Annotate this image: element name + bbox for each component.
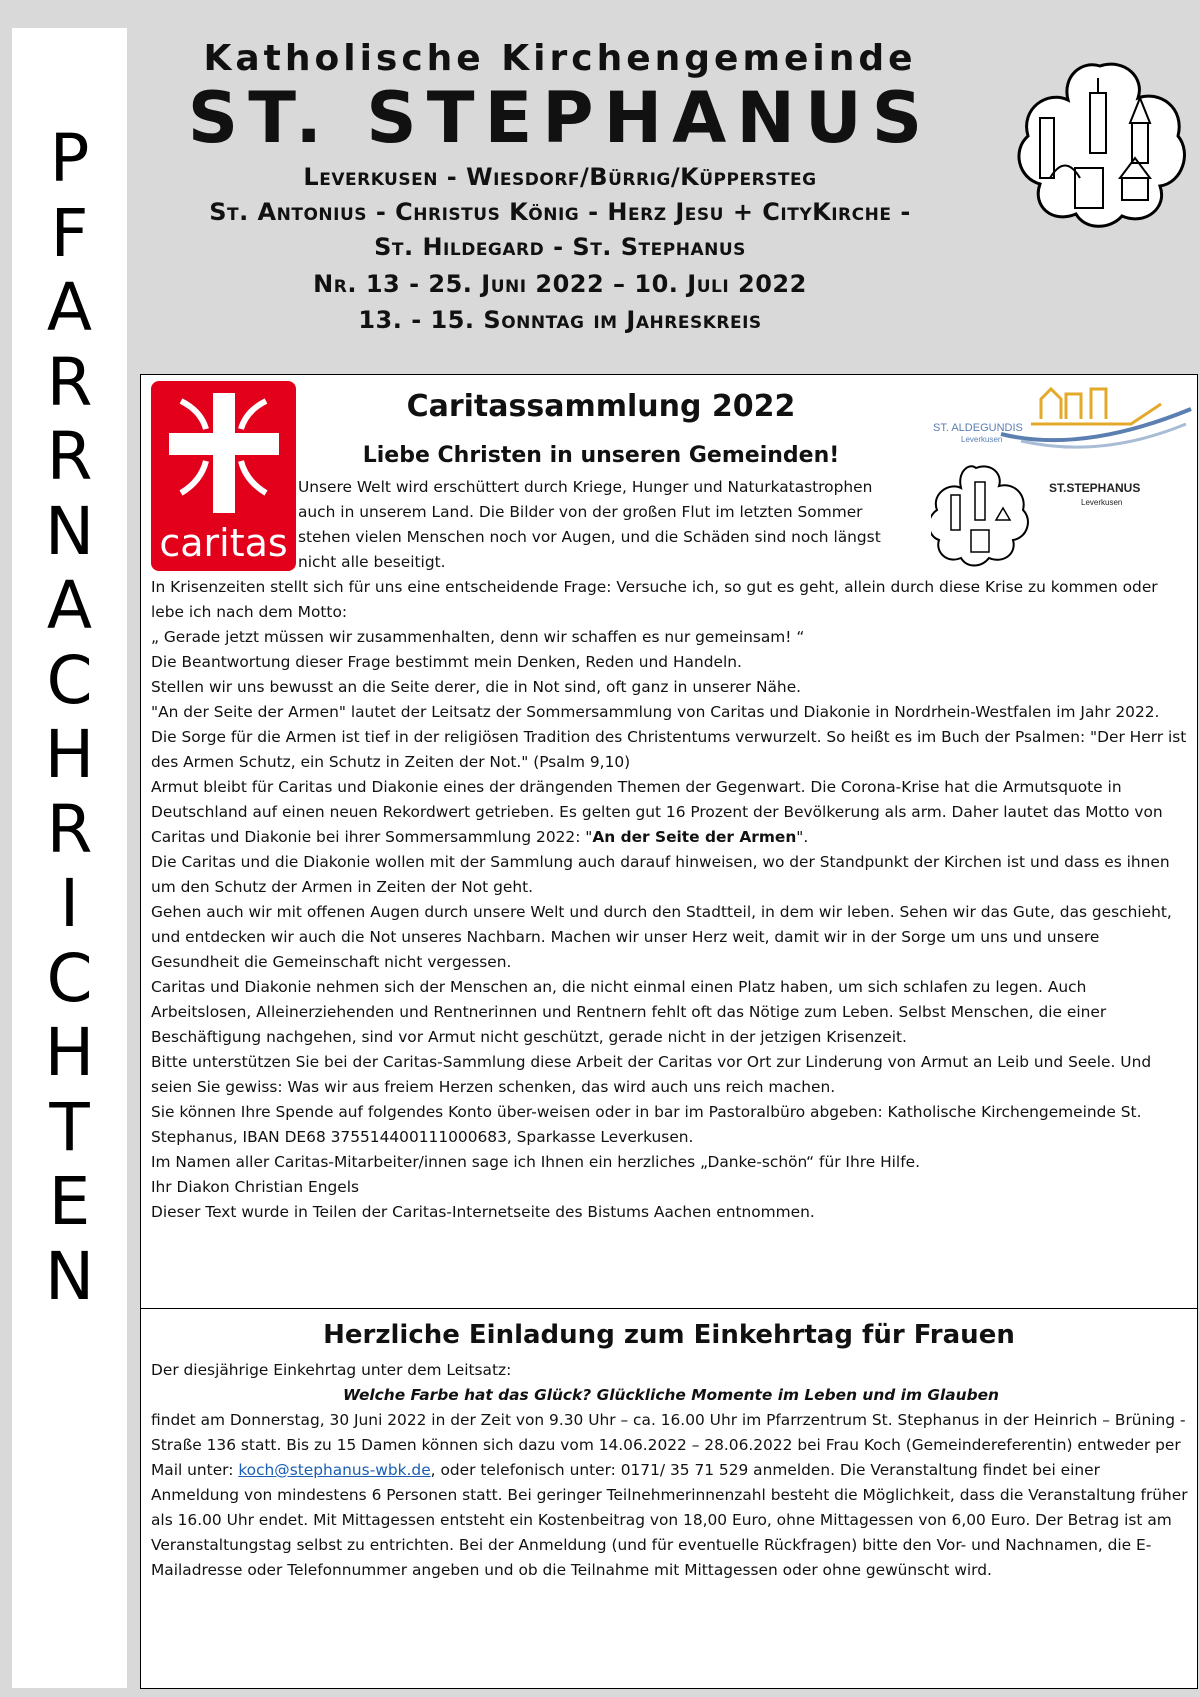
article-intro: Unsere Welt wird erschüttert durch Kriege, Hunger und Naturkatastrophen auch in unserem Land. Die Bilder von der großen Flut im letzten Sommer stehen vielen Menschen noch vor Augen, und die Schäden sind noch längst nicht alle beseitigt.: [298, 478, 881, 571]
sidebar-letter: C: [46, 939, 93, 1017]
text-run: ".: [796, 828, 809, 846]
sidebar-letter: H: [44, 716, 95, 793]
parish-churches: St. Antonius - Christus König - Herz Jesu + CityKirche -: [209, 198, 911, 226]
sidebar-letter: F: [50, 194, 89, 272]
paragraph: Die Sorge für die Armen ist tief in der religiösen Tradition des Christentums verwurzelt. So heißt es im Buch der Psalmen: "Der Herr ist des Armen Schutz, ein Schutz in Zeiten der Not." (Psalm 9,10): [151, 728, 1187, 771]
paragraph: Sie können Ihre Spende auf folgendes Konto über-weisen oder in bar im Pastoralbüro abgeben: Katholische Kirchengemeinde St. Stephanus, IBAN DE68 375514400111000683, Sparkasse Leverkusen.: [151, 1103, 1142, 1146]
sidebar-letter: N: [44, 492, 95, 570]
paragraph: Gehen auch wir mit offenen Augen durch unsere Welt und durch den Stadtteil, in dem wir leben. Sehen wir das Gute, das geschieht, und entdecken wir auch die Not unseres Nachbarn. Machen wir unser Herz weit, damit wir in der Sorge um uns und unsere Gesundheit die Gemeinschaft nicht vergessen.: [151, 903, 1172, 971]
text-run: Armut bleibt für Caritas und Diakonie eines der drängenden Themen der Gegenwart. Die Corona-Krise hat die Armutsquote in Deutschland auf einen neuen Rekordwert getrieben. Es gelten gut 16 Prozent der Bevölkerung als arm. Daher lautet das Motto von Caritas und Diakonie bei ihrer Sommersammlung 2022: ": [151, 778, 1163, 846]
sidebar-letter: T: [49, 1088, 90, 1166]
caritas-article: [141, 375, 1197, 1308]
sidebar-letter: R: [46, 343, 93, 421]
text-run: , oder telefonisch unter: 0171/ 35 71 529 anmelden. Die Veranstaltung findet bei einer Anmeldung von mindestens 6 Personen statt. Bei geringer Teilnehmerinnenzahl besteht die Möglichkeit, dass die Veranstaltung früher als 16.00 Uhr endet. Mit Mittagessen entsteht ein Kostenbeitrag von 18,00 Euro, ohne Mittagessen von 6,00 Euro. Der Betrag ist am Veranstaltungstag selbst zu entrichten. Bei der Anmeldung (und für eventuelle Rückfragen) bitte den Vor- und Nachnamen, die E-Mailadresse oder Telefonnummer angeben und ob die Teilnahme mit Mittagessen oder ohne gewünscht wird.: [151, 1461, 1188, 1579]
stephanus-name: ST.STEPHANUS: [1049, 481, 1141, 495]
liturgical-period: 13. - 15. Sonntag im Jahreskreis: [358, 306, 762, 334]
issue-number: Nr. 13 - 25. Juni 2022 – 10. Juli 2022: [313, 270, 807, 298]
article-title: Herzliche Einladung zum Einkehrtag für Frauen: [323, 1320, 1015, 1350]
paragraph: Caritas und Diakonie nehmen sich der Menschen an, die nicht einmal einen Platz haben, um sich schlafen zu legen. Auch Arbeitslosen, Alleinerziehenden und Rentnerinnen und Rentnern fehlt oft das Nötige zum Leben. Selbst Menschen, die einer Beschäftigung nachgehen, sind vor Armut nicht geschützt, gerade nicht in der jetzigen Krisenzeit.: [151, 978, 1107, 1046]
article-divider: [141, 1308, 1197, 1309]
paragraph: Die Caritas und die Diakonie wollen mit der Sammlung auch darauf hinweisen, wo der Standpunkt der Kirchen ist und dass es ihnen um den Schutz der Armen in Zeiten der Not geht.: [151, 853, 1170, 896]
sidebar-letter: H: [44, 1014, 95, 1091]
source-note: Dieser Text wurde in Teilen der Caritas-Internetseite des Bistums Aachen entnommen.: [151, 1203, 815, 1221]
sidebar-letter: N: [44, 1237, 95, 1315]
signature: Ihr Diakon Christian Engels: [151, 1178, 360, 1196]
sidebar-letter: R: [46, 418, 93, 495]
sidebar-letters: [12, 122, 127, 1314]
paragraph: Die Beantwortung dieser Frage bestimmt mein Denken, Reden und Handeln.: [151, 653, 742, 671]
sidebar-letter: C: [46, 641, 93, 719]
paragraph: Stellen wir uns bewusst an die Seite derer, die in Not sind, oft ganz in unserer Nähe.: [151, 678, 802, 696]
sidebar-letter: A: [46, 269, 93, 346]
caritas-cross-icon: [151, 381, 296, 531]
sidebar-title-strip: [12, 28, 127, 1688]
st-aldegundis-logo: [931, 379, 1196, 457]
caritas-logo: [151, 381, 296, 571]
stephanus-city: Leverkusen: [1081, 498, 1123, 507]
quote: „ Gerade jetzt müssen wir zusammenhalten, denn wir schaffen es nur gemeinsam! “: [151, 628, 805, 646]
parish-church-logo-icon: [1010, 58, 1190, 228]
paragraph: Im Namen aller Caritas-Mitarbeiter/innen sage ich Ihnen ein herzliches „Danke-schön“ für Ihre Hilfe.: [151, 1153, 920, 1171]
paragraph: Bitte unterstützen Sie bei der Caritas-Sammlung diese Arbeit der Caritas vor Ort zur Linderung von Armut an Leib und Seele. Und seien Sie gewiss: Was wir aus freiem Herzen schenken, das wird auch uns reich machen.: [151, 1053, 1152, 1096]
motto-bold: An der Seite der Armen: [592, 828, 797, 846]
masthead: [135, 28, 1195, 363]
article-body: [151, 1358, 1191, 1583]
paragraph: Der diesjährige Einkehrtag unter dem Leitsatz:: [151, 1361, 512, 1379]
content-frame: [140, 374, 1198, 1689]
paragraph: "An der Seite der Armen" lautet der Leitsatz der Sommersammlung von Caritas und Diakonie in Nordrhein-Westfalen im Jahr 2022.: [151, 703, 1160, 721]
sidebar-letter: I: [59, 865, 80, 942]
email-link[interactable]: koch@stephanus-wbk.de: [238, 1461, 431, 1479]
paragraph: [151, 1408, 1191, 1583]
event-theme: Welche Farbe hat das Glück? Glückliche Momente im Leben und im Glauben: [342, 1386, 1000, 1404]
aldegundis-name: ST. ALDEGUNDIS: [933, 422, 1023, 434]
sidebar-letter: E: [48, 1163, 91, 1240]
paragraph: In Krisenzeiten stellt sich für uns eine entscheidende Frage: Versuche ich, so gut es geht, allein durch diese Krise zu kommen oder lebe ich nach dem Motto:: [151, 578, 1158, 621]
parish-type: Katholische Kirchengemeinde: [203, 38, 917, 79]
caritas-wordmark: caritas: [159, 521, 288, 565]
text-run: findet am Donnerstag, 30 Juni 2022 in der Zeit von 9.30 Uhr – ca. 16.00 Uhr im Pfarrzentrum St. Stephanus in der Heinrich – Brüning - Straße 136 statt. Bis zu 15 Damen können sich dazu vom 14.06.2022 – 28.06.2022 bei Frau Koch (Gemeindereferentin) entweder per Mail unter:: [151, 1411, 1186, 1479]
parish-churches-2: St. Hildegard - St. Stephanus: [374, 233, 746, 261]
parish-location: Leverkusen - Wiesdorf/Bürrig/Küppersteg: [303, 163, 817, 191]
article-subtitle: Liebe Christen in unseren Gemeinden!: [362, 443, 840, 468]
paragraph: [151, 775, 1191, 850]
parish-name: ST. STEPHANUS: [187, 77, 933, 159]
article-title: Caritassammlung 2022: [406, 389, 796, 424]
article-body: [151, 575, 1191, 1225]
sidebar-letter: P: [49, 120, 90, 197]
st-stephanus-small-logo: [931, 460, 1196, 570]
sidebar-letter: A: [46, 567, 93, 644]
aldegundis-city: Leverkusen: [961, 435, 1003, 444]
sidebar-letter: R: [46, 790, 93, 868]
